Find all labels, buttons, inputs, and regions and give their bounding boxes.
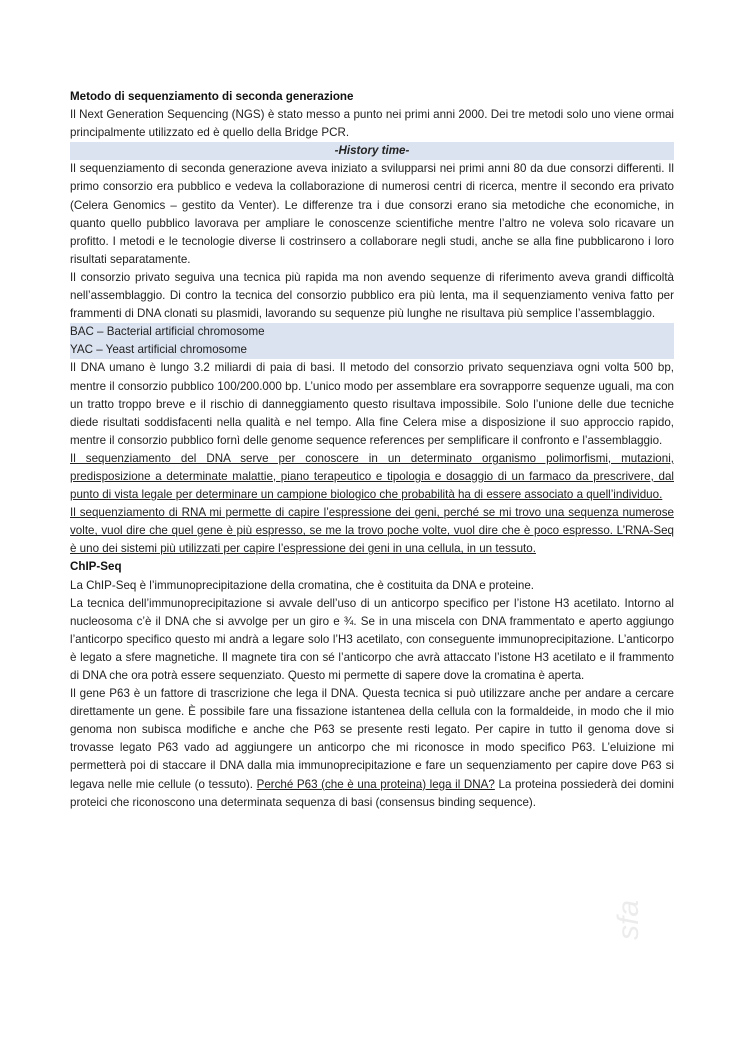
- chip-paragraph-1: La ChIP-Seq è l’immunoprecipitazione della cromatina, che è costituita da DNA e proteine.: [70, 578, 534, 592]
- document-body: [70, 88, 674, 812]
- dna-sequencing-purpose: Il sequenziamento del DNA serve per conoscere in un determinato organismo polimorfismi, mutazioni, predisposizione a determinate malattie, piano terapeutico e tipologia e dosaggio di un farmaco da prescrivere, dal punto di vista legale per determinare un campione biologico che probabilità ha di essere associato a quell’individuo.: [70, 451, 674, 502]
- chip-p63-answer: La proteina possiederà dei domini proteici che riconoscono una determinata sequenza di basi (consensus binding sequence).: [70, 777, 674, 809]
- watermark: sfa: [612, 899, 645, 940]
- intro-paragraph: Il Next Generation Sequencing (NGS) è stato messo a punto nei primi anni 2000. Dei tre metodi solo uno viene ormai principalmente utilizzato ed è quello della Bridge PCR.: [70, 108, 674, 140]
- history-paragraph-2: Il consorzio privato seguiva una tecnica più rapida ma non avendo sequenze di riferimento aveva grandi difficoltà nell’assemblaggio. Di contro la tecnica del consorzio pubblico era più lenta, ma il sequenziamento veniva fatto per frammenti di DNA clonati su plasmidi, lavorando su sequenze più lunghe ne risultava più semplice l’assemblaggio.: [70, 270, 674, 321]
- dna-paragraph: Il DNA umano è lungo 3.2 miliardi di paia di basi. Il metodo del consorzio privato sequenziava ogni volta 500 bp, mentre il consorzio pubblico 100/200.000 bp. L’unico modo per assemblare era sovrapporre sequenze uguali, ma con un tratto troppo breve e il rischio di danneggiamento questo risultava impossibile. Solo l’unione delle due tecniche diede risultati soddisfacenti nella qualità e nel tempo. Alla fine Celera mise a disposizione il suo approccio rapido, mentre il consorzio pubblico fornì delle genome sequence references per semplificare il confronto e l’assemblaggio.: [70, 361, 674, 447]
- chip-p63-question: Perché P63 (che è una proteina) lega il DNA?: [256, 777, 495, 791]
- history-banner: -History time-: [70, 142, 674, 160]
- chip-paragraph-3: [70, 685, 674, 812]
- section-title-chipseq: ChIP-Seq: [70, 560, 122, 574]
- chip-p63-text: Il gene P63 è un fattore di trascrizione che lega il DNA. Questa tecnica si può utilizzare anche per andare a cercare direttamente un gene. È possibile fare una fissazione istantenea della cellula con la formaldeide, in modo che il mio genoma non subisca modifiche e anche che P63 se presente resti legato. Per capire in tutto il genoma dove si trovasse legato P63 vado ad aggiungere un anticorpo che mi riconosce in modo specifico P63. L’eluizione mi permetterà poi di staccare il DNA dalla mia immunoprecipitazione e fare un sequenziamento per capire dove P63 si legava nelle mie cellule (o tessuto).: [70, 687, 674, 791]
- yac-definition: YAC – Yeast artificial chromosome: [70, 341, 674, 359]
- bac-definition: BAC – Bacterial artificial chromosome: [70, 323, 674, 341]
- rna-sequencing-purpose: Il sequenziamento di RNA mi permette di capire l’espressione dei geni, perché se mi trovo una sequenza numerose volte, vuol dire che quel gene è più espresso, se me la trovo poche volte, vuol dire che è poco espresso. L’RNA-Seq è uno dei sistemi più utilizzati per capire l’espressione dei geni in una cellula, in un tessuto.: [70, 506, 674, 556]
- history-paragraph-1: Il sequenziamento di seconda generazione aveva iniziato a svilupparsi nei primi anni 80 da due consorzi differenti. Il primo consorzio era pubblico e vedeva la collaborazione di numerosi centri di ricerca, mentre il secondo era privato (Celera Genomics – gestito da Venter). Le differenze tra i due consorzi erano sia metodiche che economiche, in quanto quello pubblico lavorava per ampliare le conoscenze scientifiche mentre l’altro ne voleva solo ricavare un profitto. I metodi e le tecnologie diverse li costrinsero a collaborare negli studi, anche se alla fine pubblicarono i loro risultati separatamente.: [70, 162, 674, 266]
- section-title-ngs: Metodo di sequenziamento di seconda generazione: [70, 90, 354, 103]
- chip-paragraph-2: La tecnica dell’immunoprecipitazione si avvale dell’uso di un anticorpo specifico per l’istone H3 acetilato. Intorno al nucleosoma c’è il DNA che si avvolge per un giro e ¾. Se in una miscela con DNA frammentato e aperto aggiungo l’anticorpo specifico questo mi andrà a legare solo l’H3 acetilato, con conseguente immunoprecipitazione. L’anticorpo è legato a sfere magnetiche. Il magnete tira con sé l’anticorpo che avrà attaccato l’istone H3 acetilato e il frammento di DNA che ora potrà essere sequenziato. Questo mi permette di sapere dove la cromatina è aperta.: [70, 596, 674, 682]
